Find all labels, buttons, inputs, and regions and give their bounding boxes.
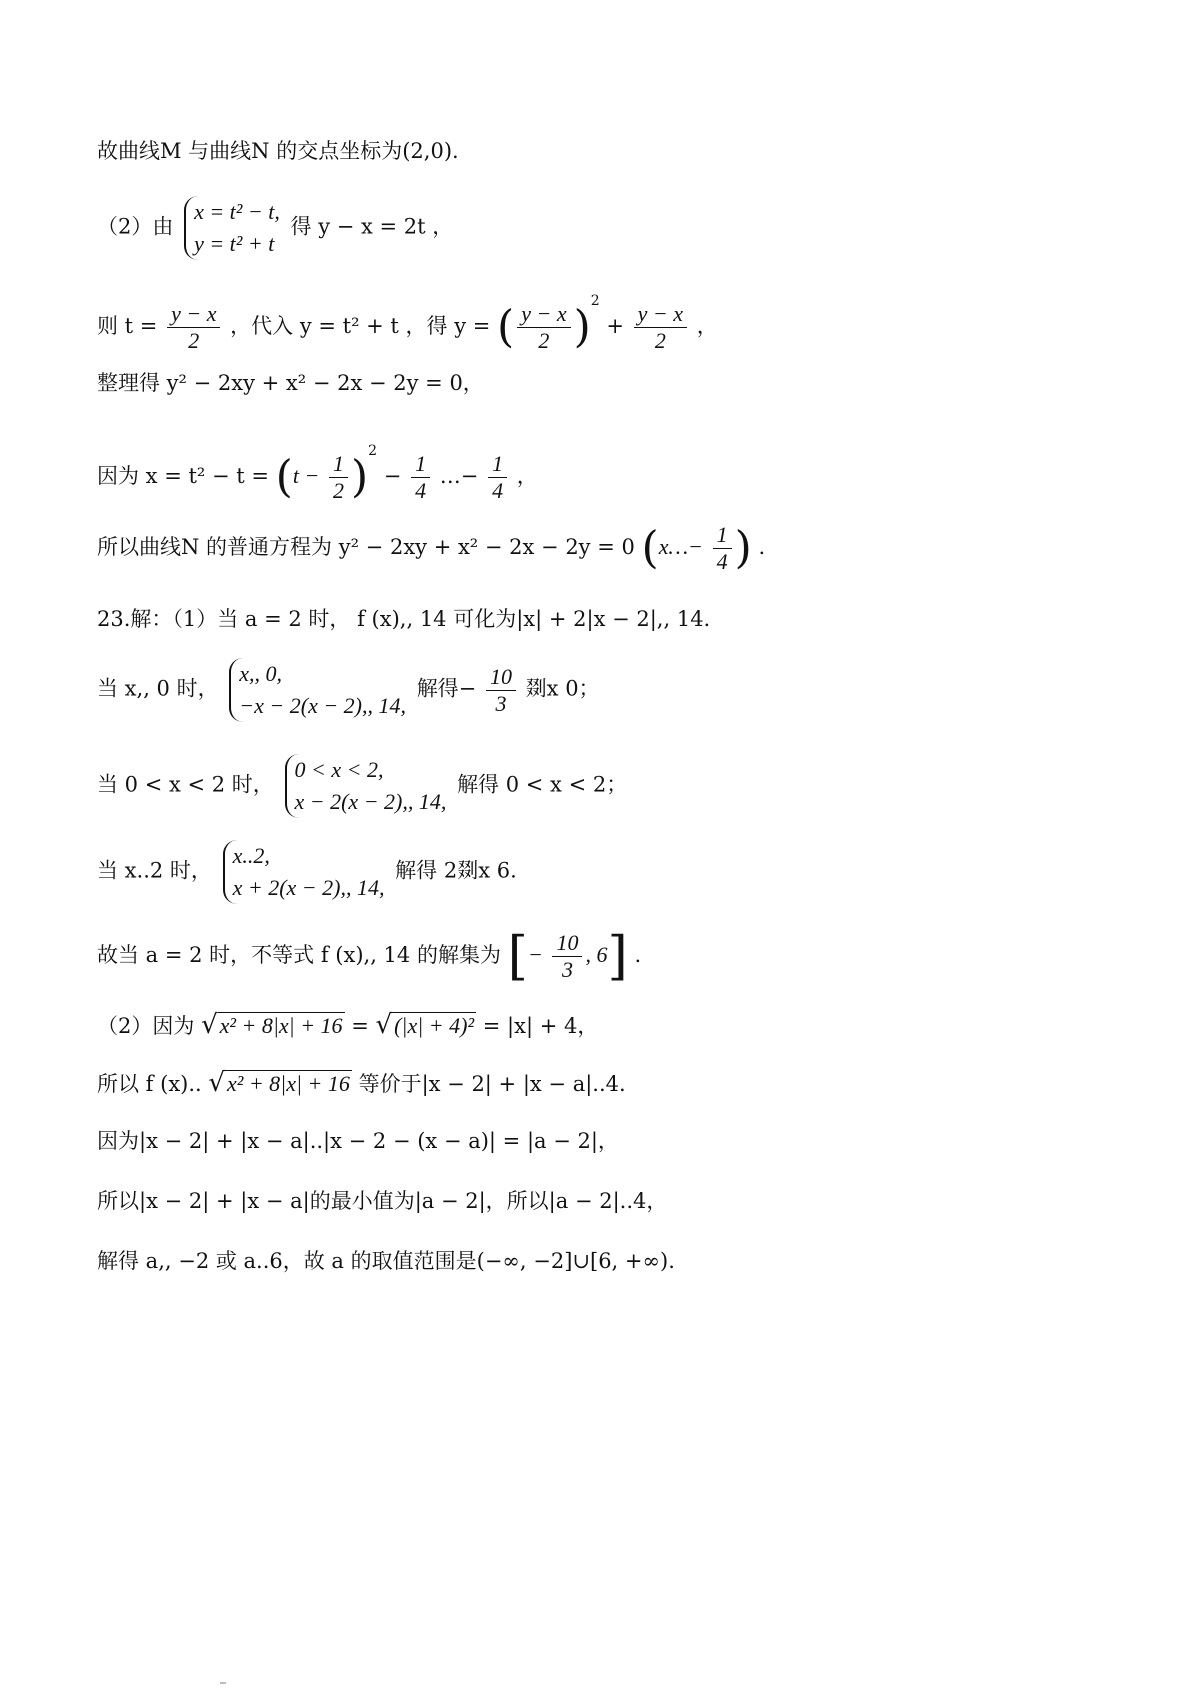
line-7	[97, 604, 710, 634]
equation-system	[184, 196, 280, 260]
numerator: 1	[488, 451, 507, 478]
line-14	[97, 1126, 619, 1156]
fraction	[167, 301, 220, 354]
line-5: 因为 x = t² − t = (t − $\frac{1}{2}$ )$^2$ − $\frac{1}{4}$ …− $\frac{1}{4}$ ，	[97, 443, 538, 503]
text: .	[634, 943, 642, 967]
fraction	[552, 930, 582, 983]
system-row: y = t² + t	[194, 231, 275, 256]
fraction	[486, 664, 516, 717]
line-1	[97, 136, 459, 166]
line-12	[97, 1010, 598, 1041]
numerator: 1	[329, 451, 348, 478]
text: 解得−	[416, 676, 477, 701]
text: ，代入 y = t² + t ，得 y =	[230, 314, 491, 338]
text: 解得 0 < x < 2；	[457, 772, 628, 797]
text: 当 0 < x < 2 时，	[97, 772, 274, 797]
text: 则 t =	[97, 314, 158, 338]
operator: −	[383, 464, 402, 488]
text: t −	[292, 463, 320, 488]
fraction	[411, 451, 430, 504]
bracket: ]	[607, 926, 628, 987]
numerator: y − x	[634, 301, 687, 328]
sqrt-symbol: √	[201, 1010, 218, 1040]
text: 等价于|x − 2| + |x − a|..4.	[358, 1072, 626, 1096]
system-row: −x − 2(x − 2),, 14,	[239, 693, 406, 718]
page-mark	[220, 1682, 226, 1684]
text: 故曲线M 与曲线N 的交点坐标为(2,0).	[97, 139, 459, 163]
text: 故当 a = 2 时，不等式 f (x),, 14 的解集为	[97, 943, 501, 967]
text: 所以 f (x)..	[97, 1072, 202, 1096]
line-3: 则 t = $\frac{y - x}{2}$ ，代入 y = t² + t ，得 y = ( $\frac{y - x}{2}$ )$^2$ + $\frac{y - x}{2}$ ，	[97, 293, 718, 353]
line-9	[97, 754, 627, 818]
denominator: 4	[716, 549, 728, 574]
line-8	[97, 658, 600, 722]
text: 所以|x − 2| + |x − a|的最小值为|a − 2|，所以|a − 2|..4，	[97, 1189, 668, 1213]
bracket: [	[507, 926, 528, 987]
sqrt-symbol: √	[375, 1010, 393, 1040]
line-13	[97, 1068, 626, 1099]
system-row: x − 2(x − 2),, 14,	[294, 789, 447, 814]
denominator: 3	[495, 690, 507, 716]
operator: +	[606, 314, 624, 338]
numerator: 10	[552, 930, 582, 957]
line-6: 所以曲线N 的普通方程为 y² − 2xy + x² − 2x − 2y = 0 (x…− $\frac{1}{4}$ ) .	[97, 522, 766, 574]
radicand: (|x| + 4)²	[394, 1013, 475, 1038]
denominator: 2	[333, 478, 344, 503]
text: 解得 2剟x 6.	[395, 858, 517, 883]
operator: =	[344, 1014, 369, 1038]
operator: −	[527, 942, 543, 967]
exponent: 2	[368, 443, 378, 459]
text: .	[758, 535, 766, 559]
numerator: 1	[411, 451, 430, 478]
denominator: 2	[654, 328, 666, 353]
denominator: 4	[415, 478, 427, 503]
text: （2）因为	[97, 1014, 195, 1038]
numerator: y − x	[167, 301, 220, 328]
numerator: y − x	[517, 301, 570, 328]
text: 因为|x − 2| + |x − a|..|x − 2 − (x − a)| = |a − 2|，	[97, 1129, 619, 1153]
numerator: 1	[713, 522, 732, 549]
text: （2）由	[97, 214, 174, 239]
fraction	[517, 301, 570, 354]
text: 所以曲线N 的普通方程为 y² − 2xy + x² − 2x − 2y = 0	[97, 535, 635, 559]
text: = |x| + 4，	[482, 1014, 599, 1038]
operator: …−	[439, 464, 479, 488]
equation-system	[229, 658, 406, 722]
fraction	[713, 522, 732, 575]
text: 剟x 0；	[525, 676, 600, 701]
denominator: 4	[492, 478, 504, 503]
denominator: 2	[538, 328, 550, 353]
text: ，	[696, 314, 718, 338]
text: , 6	[585, 942, 608, 967]
text: 解得 a,, −2 或 a..6，故 a 的取值范围是(−∞, −2]∪[6, +∞).	[97, 1249, 675, 1273]
line-10	[97, 840, 517, 904]
line-15	[97, 1186, 667, 1216]
fraction	[488, 451, 507, 504]
line-16	[97, 1246, 675, 1276]
fraction	[329, 451, 348, 504]
exponent: 2	[590, 293, 600, 309]
text: 因为 x = t² − t =	[97, 464, 269, 488]
system-row: x,, 0,	[239, 661, 283, 686]
denominator: 2	[188, 328, 200, 353]
line-2	[97, 196, 453, 260]
text: 得 y − x = 2t ，	[290, 214, 454, 239]
fraction	[634, 301, 687, 354]
numerator: 10	[486, 664, 516, 691]
text: 整理得 y² − 2xy + x² − 2x − 2y = 0，	[97, 371, 484, 395]
sqrt-symbol: √	[208, 1068, 225, 1098]
radicand: x² + 8|x| + 16	[226, 1071, 350, 1096]
system-row: x + 2(x − 2),, 14,	[232, 875, 385, 900]
system-row: x..2,	[232, 843, 270, 868]
line-4	[97, 368, 484, 398]
text: x…−	[658, 534, 703, 559]
text: 当 x..2 时，	[97, 858, 212, 883]
text: ，	[516, 464, 538, 488]
equation-system	[223, 840, 385, 904]
text: 当 x,, 0 时，	[97, 676, 219, 701]
system-row: x = t² − t,	[194, 199, 280, 224]
equation-system	[285, 754, 447, 818]
system-row: 0 < x < 2,	[294, 757, 384, 782]
radicand: x² + 8|x| + 16	[219, 1013, 343, 1038]
text: 23.解：（1）当 a = 2 时， f (x),, 14 可化为|x| + 2|x − 2|,, 14.	[97, 607, 711, 631]
line-11	[97, 926, 642, 987]
denominator: 3	[561, 957, 573, 982]
